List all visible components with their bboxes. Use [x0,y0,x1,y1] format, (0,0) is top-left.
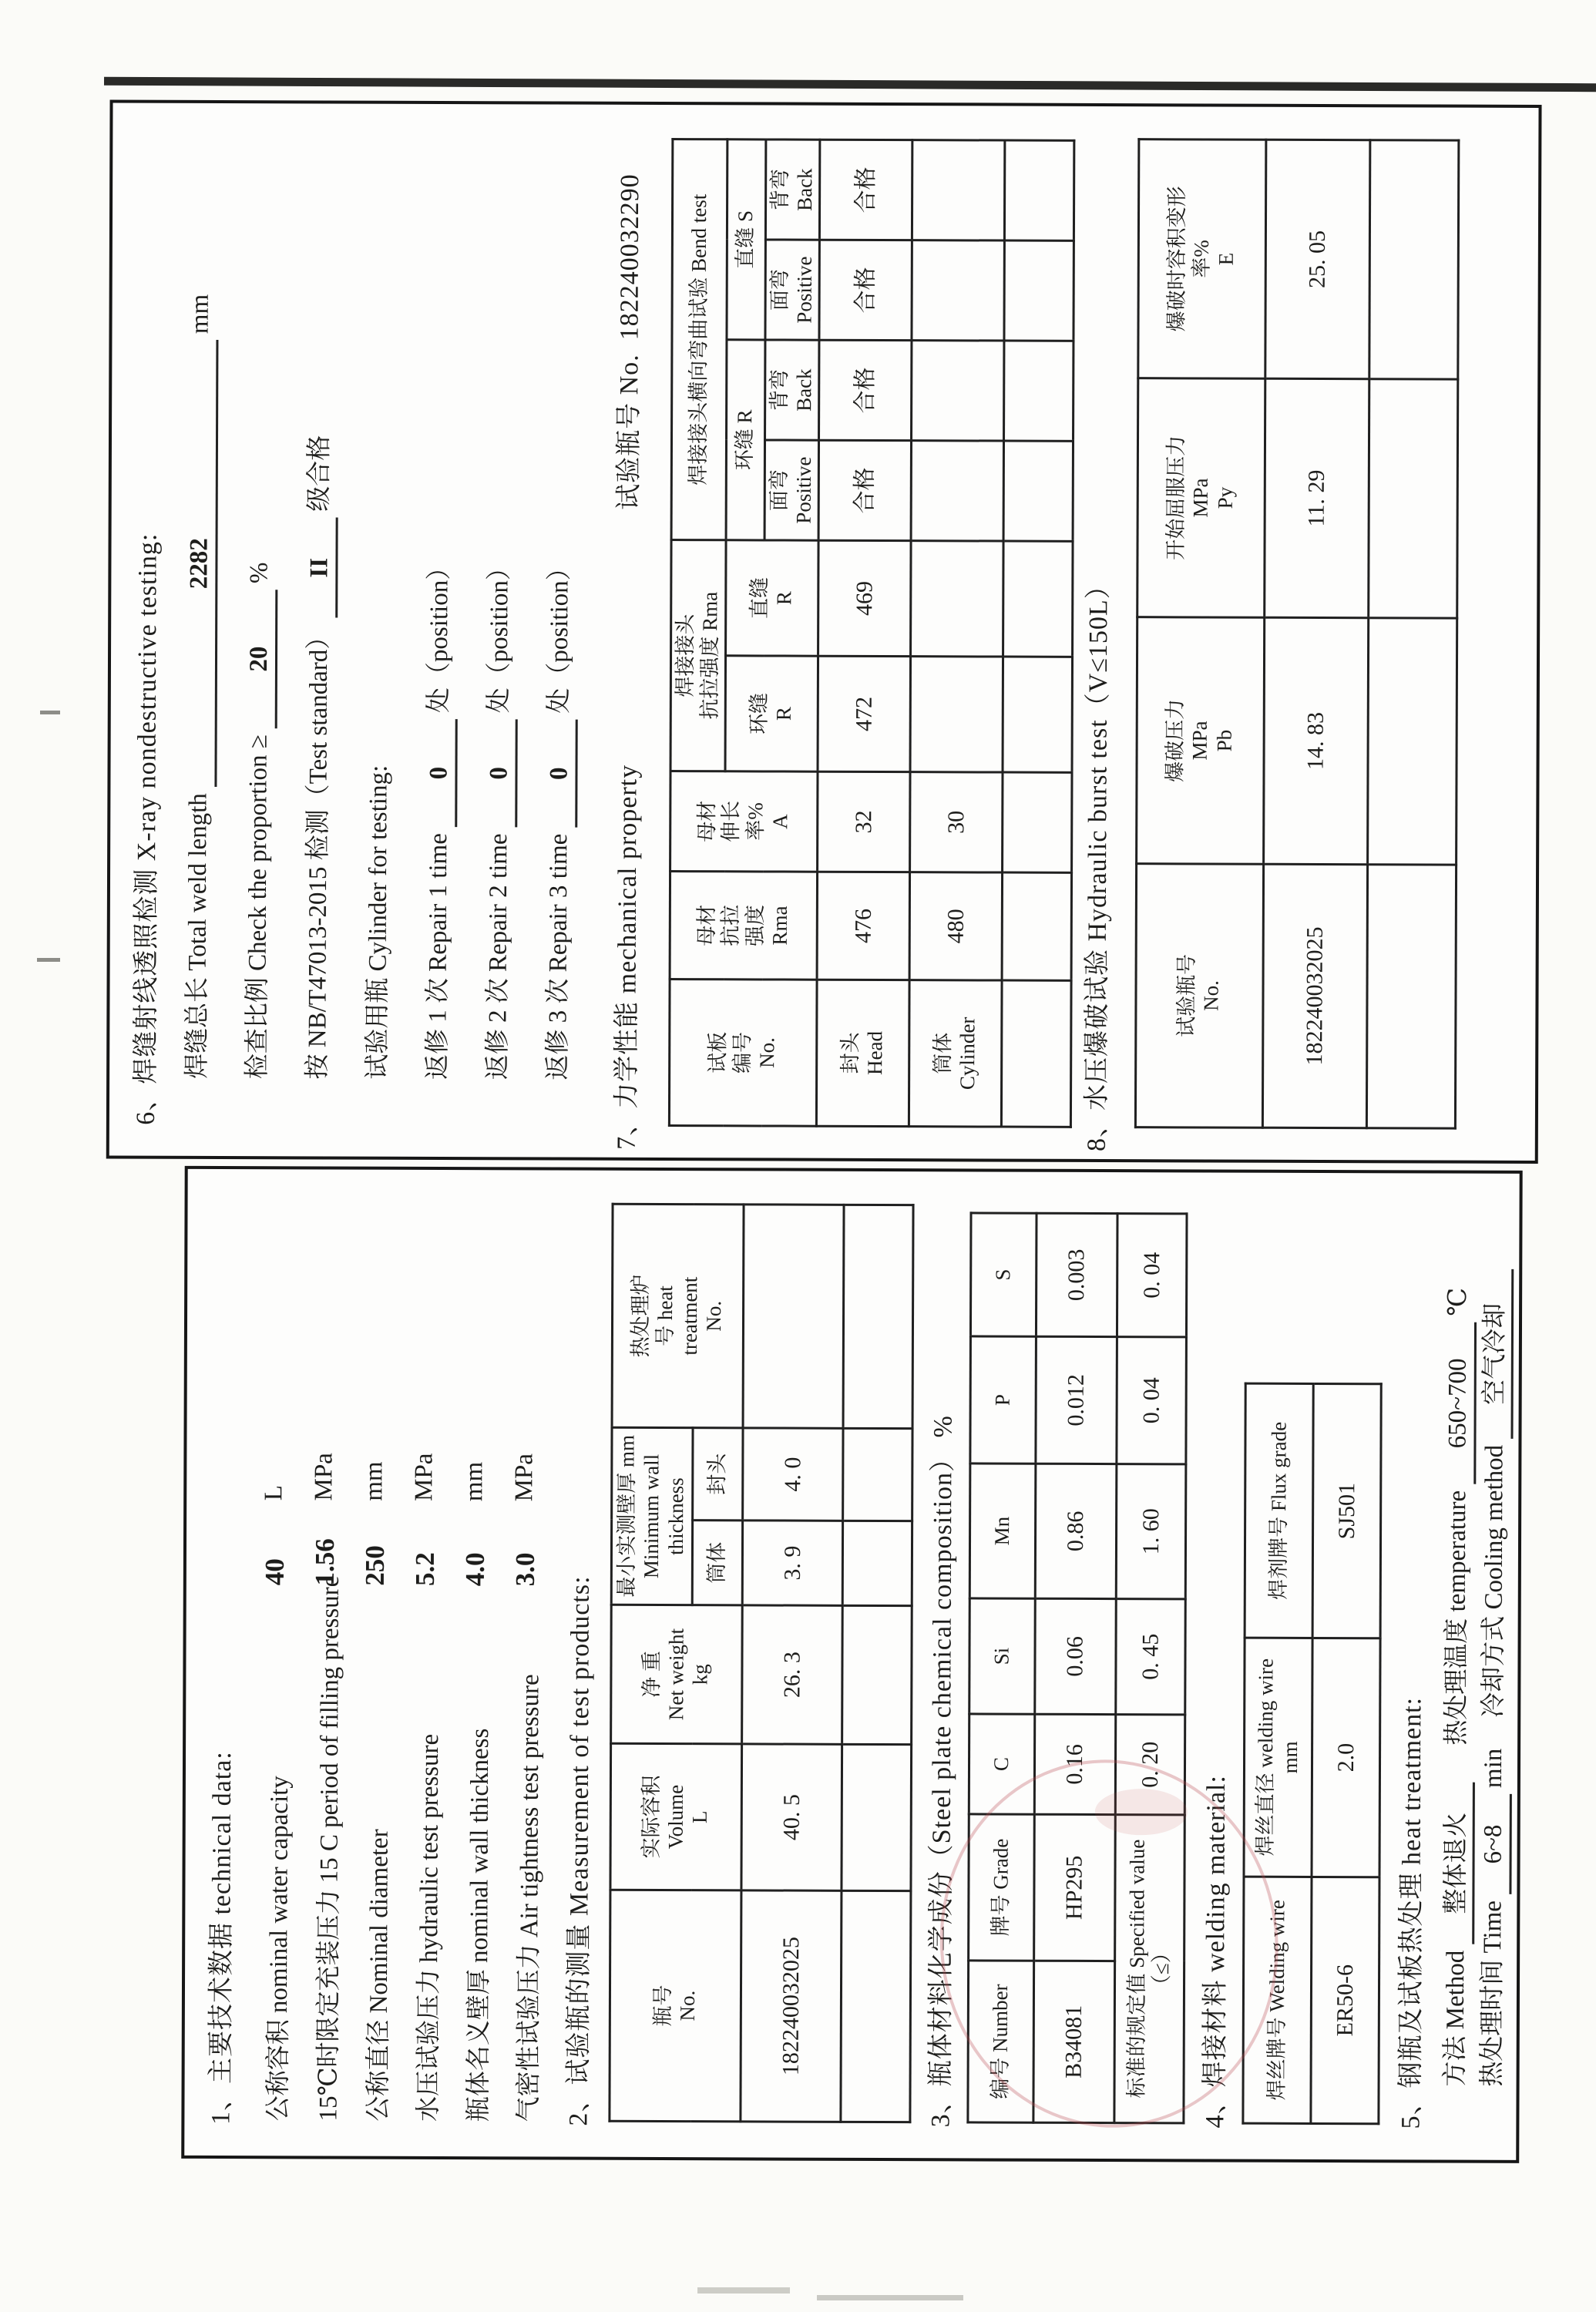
s1-value: 40 [259,1558,290,1586]
s1-line-hydraulic-pressure [408,1158,447,2122]
s1-label: 瓶体名义壁厚 nominal wall thickness [465,1728,495,2122]
cell-value [910,657,1003,772]
cell-value: 30 [910,772,1003,872]
proportion-label: 检查比例 Check the proportion ≥ [244,734,273,1080]
col-header-face-bend-2: 面弯 Positive [765,240,820,340]
cell-volume: 40. 5 [741,1744,842,1890]
s1-label: 公称直径 Nominal diameter [365,1829,394,2122]
heat-time-label: 热处理时间 Time [1478,1900,1507,2087]
red-stamp-smudge [1095,1789,1188,1835]
s1-unit: MPa [310,1453,338,1501]
s6-line-repair2 [483,555,518,1080]
col-header-wire-diameter: 焊丝直径 welding wire mm [1244,1638,1312,1877]
cell-mn-spec: 1. 60 [1116,1464,1186,1599]
table-row-cylinder [909,140,1005,1127]
cell-empty [1003,541,1074,657]
s1-value: 3.0 [509,1552,540,1587]
measurement-table [608,1203,914,2123]
col-header-flux-grade: 焊剂牌号 Flux grade [1245,1383,1313,1638]
repair3-value: 0 [544,720,577,828]
col-header-head: 封头 [693,1428,743,1521]
cell-empty [842,1744,912,1890]
col-header-joint-tensile-group: 焊接接头 抗拉强度 Rma [670,540,726,771]
cell-value [912,140,1005,240]
cell-empty [843,1205,913,1428]
heat-method-value: 整体退火 [1441,1783,1474,1944]
cell-row-label: 筒体 Cylinder [909,980,1003,1127]
s1-line-capacity [257,1158,297,2121]
s6-line-repair3 [543,555,578,1080]
test-standard-label: 按 NB/T47013-2015 检测（Test standard） [304,623,334,1080]
col-header-p: P [970,1336,1037,1463]
col-header-net-weight: 净 重 Net weight kg [611,1605,743,1744]
cell-value: 合格 [818,440,911,540]
fold-mark [40,711,60,714]
cell-mn: 0.86 [1035,1463,1117,1598]
s6-line-repair1 [423,555,458,1080]
cell-flux-grade: SJ501 [1312,1383,1381,1638]
technical-data-panel [181,1166,1522,2163]
cell-s: 0.003 [1036,1213,1117,1336]
cell-empty [1003,772,1072,872]
section2-title: 2、试验瓶的测量 Measurement of test products: [564,1575,595,2126]
col-header-base-tensile: 母材 抗拉 强度 Rma [670,872,818,980]
s1-label: 水压试验压力 hydraulic test pressure [415,1733,445,2122]
s6-line-weld-length [183,294,218,1079]
cell-value [911,541,1004,657]
heat-time-value: 6~8 [1478,1794,1511,1894]
col-header-welding-wire: 焊丝牌号 Welding wire [1243,1877,1312,2123]
cell-value: 480 [910,872,1003,980]
cell-empty [841,1890,911,2122]
table-row-empty [1366,140,1458,1128]
cell-value: 32 [818,771,910,872]
cell-empty [842,1605,912,1744]
proportion-value: 20 [244,590,277,728]
cell-value [912,240,1004,341]
cell-value [911,441,1003,541]
col-header-c: C [969,1714,1034,1814]
test-standard-suffix: 级合格 [305,435,334,512]
section7-title: 7、力学性能 mechanical property [612,764,643,1150]
s7-test-bottle-no-label: 试验瓶号 No. [614,354,644,510]
cell-net-weight: 26. 3 [742,1605,843,1744]
col-header-straight-seam-r: 直缝 R [725,540,818,656]
table-row [1262,139,1369,1127]
cell-value: 合格 [819,340,912,440]
heat-temp-label: 热处理温度 temperature [1443,1490,1472,1746]
col-header-test-bottle-no: 试验瓶号 No. [1135,864,1263,1128]
col-header-specimen-no: 试板 编号 No. [669,980,817,1127]
col-header-bend-ring-seam: 环缝 R [726,340,765,540]
cell-empty [1004,341,1074,441]
col-header-s: S [970,1213,1037,1336]
col-header-grade: 牌号 Grade [969,1814,1035,1961]
s6-line-proportion [243,563,277,1080]
col-header-bottle-no: 瓶号 No. [610,1890,741,2122]
col-header-bend-straight-seam: 直缝 S [727,139,766,340]
cell-c: 0.16 [1034,1714,1115,1814]
cell-empty [843,1428,912,1521]
s5-line-method-temperature [1441,1288,1477,2087]
cell-row-label: 封头 Head [817,980,910,1126]
cell-empty [1003,872,1072,980]
cell-empty [1003,657,1073,772]
cell-wall-head: 4. 0 [743,1428,843,1521]
section4-title: 4、焊接材料 welding material: [1201,1775,1231,2129]
cell-furnace-no [743,1205,844,1428]
repair1-suffix: 处（position） [425,554,454,714]
cell-value: 476 [818,872,910,980]
s1-label: 15℃时限定充装压力 15 C period of filling pressure [314,1575,344,2122]
s1-line-airtightness-pressure [508,1158,547,2122]
section6-title: 6、焊缝射线透照检测 X-ray nondestructive testing: [131,533,163,1125]
cell-value [912,341,1004,441]
repair2-value: 0 [484,719,517,827]
scan-smudge [697,2287,790,2294]
s1-unit: MPa [510,1453,539,1502]
heat-temp-value: 650~700 [1443,1322,1476,1484]
col-header-min-wall: 最小实测壁厚 mm Minimum wall thickness [611,1427,693,1605]
repair2-suffix: 处（position） [485,554,514,714]
cell-specified-label: 标准的规定值 Specified value（≤） [1114,1815,1184,2123]
heat-temp-unit: ℃ [1444,1287,1473,1316]
repair3-label: 返修 3 次 Repair 3 time [544,833,573,1080]
repair2-label: 返修 2 次 Repair 2 time [484,833,513,1080]
test-results-panel [106,99,1542,1163]
cell-wall-cylinder: 3. 9 [742,1521,842,1605]
table-row [741,1205,844,2122]
table-row-empty [841,1205,913,2122]
cell-empty [1004,240,1074,341]
s1-unit: MPa [410,1453,438,1501]
col-header-bend-test-group: 焊接接头横向弯曲试验 Bend test [671,139,727,540]
s1-value: 5.2 [409,1552,440,1587]
s1-unit: mm [460,1461,489,1502]
cell-si-spec: 0. 45 [1116,1599,1186,1715]
s1-value: 4.0 [459,1552,490,1587]
s1-unit: L [260,1485,288,1501]
col-header-face-bend-1: 面弯 Positive [764,440,819,540]
cell-test-bottle-no: 182240032025 [1262,864,1367,1127]
cell-c-spec: 0. 20 [1115,1715,1184,1815]
cooling-method-value: 空气冷却 [1480,1269,1513,1439]
s6-line-standard [303,435,338,1080]
cell-grade: HP295 [1034,1814,1116,1961]
cell-p: 0.012 [1036,1336,1117,1463]
cooling-method-label: 冷却方式 Cooling method [1480,1444,1509,1718]
cell-si: 0.06 [1035,1598,1117,1714]
cell-volume-deformation: 25. 05 [1265,139,1370,378]
cell-value: 合格 [819,240,912,340]
cell-bottle-no: 182240032025 [741,1890,842,2122]
section7-title-line [612,173,647,1150]
s1-unit: mm [360,1461,388,1501]
col-header-back-bend-1: 背弯 Back [764,340,819,440]
cell-value: 472 [818,656,911,771]
s5-line-time-cooling [1478,1263,1514,2087]
s6-line-cylinder-for-testing: 试验用瓶 Cylinder for testing: [364,765,393,1080]
repair1-label: 返修 1 次 Repair 1 time [424,833,453,1080]
table-row-head [817,139,912,1126]
cell-yield-pressure: 11. 29 [1265,378,1369,617]
heat-time-unit: min [1479,1748,1508,1789]
repair1-value: 0 [424,719,457,827]
section1-title: 1、主要技术数据 technical data: [207,1751,237,2125]
cell-burst-pressure: 14. 83 [1264,617,1369,864]
cell-empty [1005,140,1074,240]
test-standard-grade: II [304,518,338,618]
heat-method-label: 方法 Method [1441,1950,1470,2087]
cell-empty [1369,140,1459,379]
s1-value: 250 [359,1545,391,1586]
weld-length-unit: mm [186,294,214,334]
cell-empty [842,1521,912,1605]
col-header-base-elongation: 母材 伸长 率% A [670,771,818,872]
cell-welding-wire: ER50-6 [1311,1877,1379,2123]
cell-p-spec: 0. 04 [1117,1337,1187,1464]
s1-label: 气密性试验压力 Air tightness test pressure [515,1674,545,2122]
cell-empty [1368,618,1457,865]
col-header-si: Si [969,1598,1036,1714]
section3-title: 3、瓶体材料化学成份（Steel plate chemical composition） % [926,1415,958,2128]
scan-smudge [817,2295,963,2300]
mechanical-property-table [668,138,1076,1128]
s1-line-wall-thickness [458,1158,497,2122]
col-header-yield-pressure: 开始屈服压力 MPa Py [1137,378,1265,618]
repair3-suffix: 处（position） [545,555,574,714]
col-header-burst-pressure: 爆破压力 MPa Pb [1137,617,1265,865]
s1-line-filling-pressure [307,1158,347,2121]
col-header-furnace-no: 热处理炉 号 heat treatment No. [612,1204,744,1428]
cell-empty [1002,980,1072,1127]
table-row-empty [1002,140,1074,1127]
col-header-number: 编号 Number [968,1961,1034,2122]
col-header-cylinder: 筒体 [692,1521,742,1605]
weld-length-value: 2282 [183,340,218,787]
cell-empty [1369,379,1458,618]
cell-value: 469 [818,540,912,656]
s1-value: 1.56 [309,1538,341,1586]
col-header-volume: 实际容积 Volume L [610,1743,742,1890]
weld-length-label: 焊缝总长 Total weld length [183,793,213,1079]
col-header-ring-seam-r: 环缝 R [725,656,818,771]
s1-label: 公称容积 nominal water capacity [264,1776,294,2122]
s1-line-diameter [358,1158,397,2122]
cell-empty [1366,865,1456,1128]
table-row [1311,1383,1381,2123]
cell-wire-diameter: 2.0 [1312,1638,1380,1877]
fold-mark [37,958,60,962]
cell-value: 合格 [820,139,912,240]
col-header-back-bend-2: 背弯 Back [765,139,820,240]
proportion-unit: % [245,562,274,584]
section5-title: 5、钢瓶及试板热处理 heat treatment: [1396,1696,1427,2129]
section8-title: 8、水压爆破试验 Hydraulic burst test（V≤150L） [1082,572,1114,1152]
col-header-volume-deformation: 爆破时容积变形 率% E [1138,139,1266,379]
col-header-mn: Mn [969,1463,1036,1598]
s7-test-bottle-no-value: 182240032290 [615,173,645,341]
cell-empty [1003,441,1073,541]
cell-number: B34081 [1033,1961,1115,2122]
burst-test-table [1134,138,1460,1129]
cell-s-spec: 0. 04 [1117,1214,1187,1337]
